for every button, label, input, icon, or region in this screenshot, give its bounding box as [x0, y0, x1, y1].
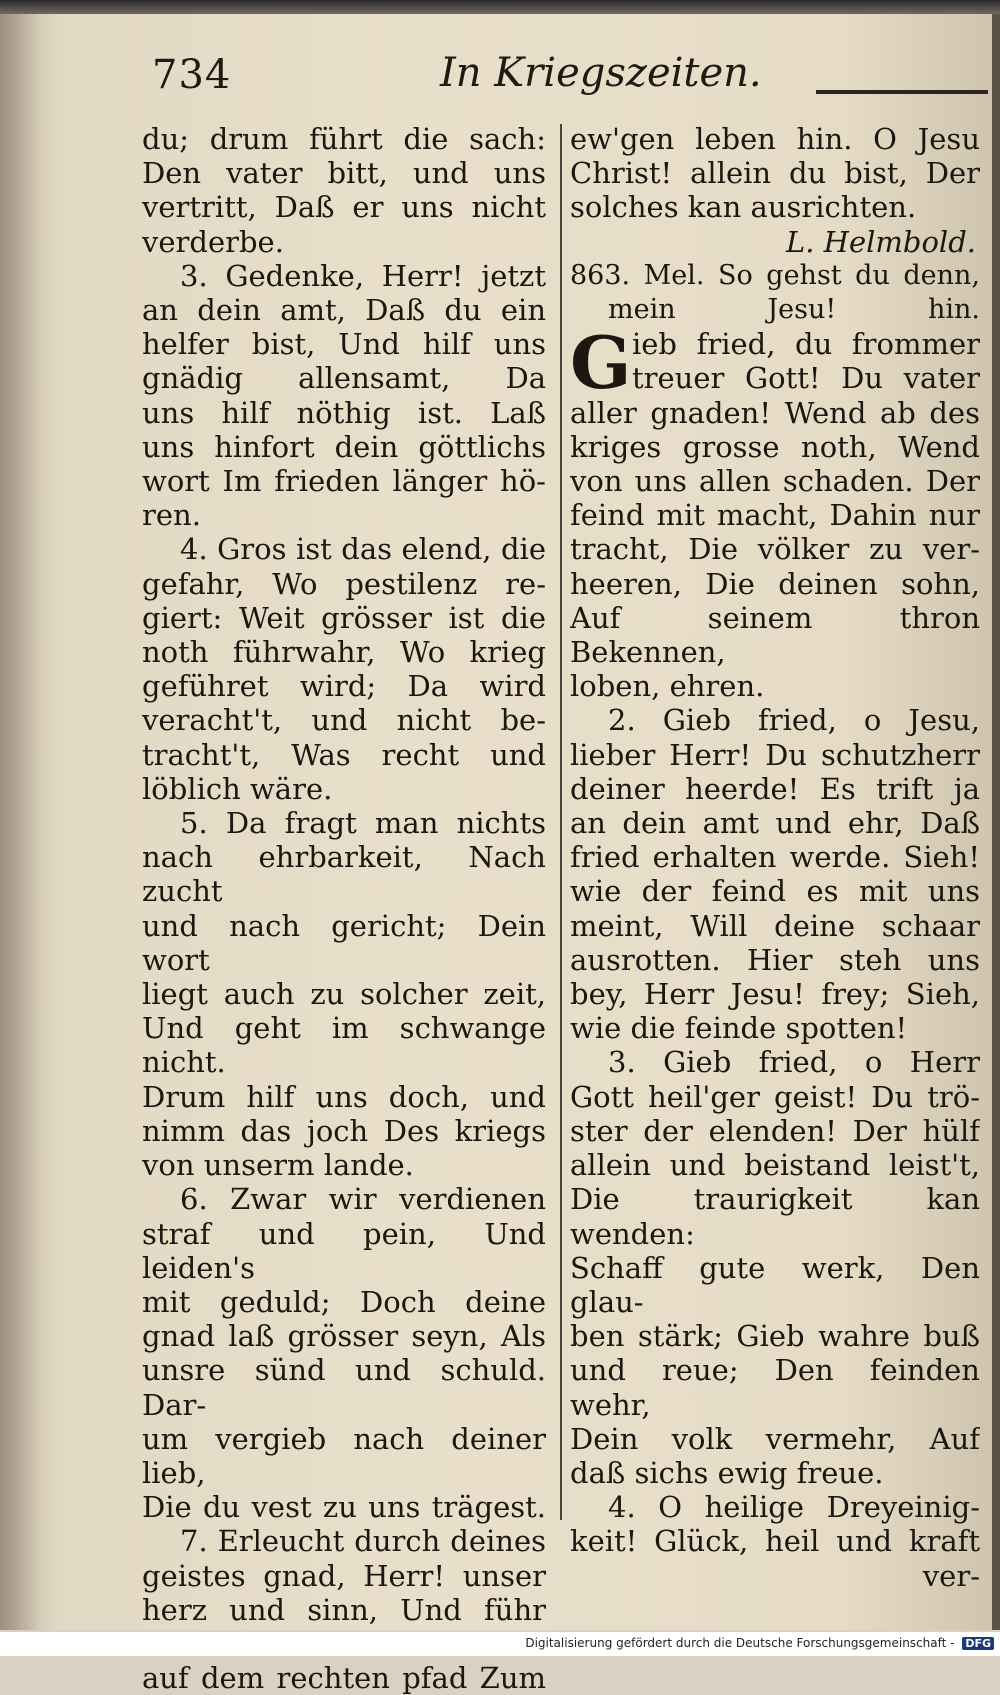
text-line: Und geht im schwange nicht. [142, 1011, 546, 1080]
text-line: 863. Mel. So gehst du denn, [570, 259, 980, 291]
text-line: treuer Gott! Du vater [632, 361, 980, 396]
text-line: Christ! allein du bist, Der [570, 156, 980, 191]
text-line: 6. Zwar wir verdienen [180, 1182, 546, 1217]
text-line: wie der feind es mit uns [570, 874, 980, 909]
text-line: nach ehrbarkeit, Nach zucht [142, 840, 546, 909]
text-line: ieb fried, du frommer [632, 327, 980, 362]
text-line: straf und pein, Und leiden's [142, 1216, 546, 1285]
text-line: helfer bist, Und hilf uns [142, 327, 546, 362]
text-line: 3. Gieb fried, o Herr [608, 1045, 980, 1080]
text-line: tracht, Die völker zu ver- [570, 532, 980, 567]
text-line: 4. Gros ist das elend, die [180, 532, 546, 567]
text-line: daß sichs ewig freue. [570, 1455, 884, 1490]
text-line: ew'gen leben hin. O Jesu [570, 122, 980, 156]
text-line: heeren, Die deinen sohn, [570, 566, 980, 601]
text-line: Die du vest zu uns trägest. [142, 1490, 546, 1525]
text-line: allein und beistand leist't, [570, 1148, 980, 1183]
left-column [142, 122, 546, 1695]
text-line: 5. Da fragt man nichts [180, 806, 546, 841]
text-line: Auf seinem thron Bekennen, [570, 600, 980, 670]
melody-heading [570, 259, 980, 327]
text-line: solches kan ausrichten. [570, 190, 917, 225]
text-line: verderbe. [142, 224, 284, 259]
text-line: kriges grosse noth, Wend [570, 429, 980, 464]
text-line: Drum hilf uns doch, und [142, 1079, 546, 1114]
text-line: ster der elenden! Der hülf [570, 1113, 980, 1148]
header-rule [816, 90, 988, 94]
continuation-lines [570, 122, 980, 225]
page-gutter-shadow [0, 14, 40, 1630]
text-line: gnädig allensamt, Da [142, 361, 546, 396]
text-line: wort Im frieden länger hö- [142, 464, 546, 499]
text-line: von uns allen schaden. Der [570, 464, 980, 499]
catchword: ver- [922, 1558, 980, 1593]
right-column [570, 122, 980, 1593]
text-line: 4. O heilige Dreyeinig- [608, 1490, 980, 1525]
text-line: gefahr, Wo pestilenz re- [142, 566, 546, 601]
text-line: feind mit macht, Dahin nur [570, 498, 980, 533]
text-line: keit! Glück, heil und kraft [570, 1524, 980, 1559]
text-line: Schaff gute werk, Den glau- [570, 1250, 980, 1319]
text-line: du; drum führt die sach: [142, 122, 546, 156]
text-line: nimm das joch Des kriegs [142, 1113, 546, 1148]
text-line: veracht't, und nicht be- [142, 703, 546, 738]
dfg-logo: DFG [962, 1637, 994, 1650]
drop-cap-lines [570, 320, 980, 406]
text-line: ben stärk; Gieb wahre buß [570, 1319, 980, 1354]
text-line: gnad laß grösser seyn, Als [142, 1319, 546, 1354]
text-line: Den vater bitt, und uns [142, 156, 546, 191]
text-line: 3. Gedenke, Herr! jetzt [180, 258, 546, 293]
text-line: um vergieb nach deiner lieb, [142, 1421, 546, 1490]
text-line: geistes gnad, Herr! unser [142, 1558, 546, 1593]
hymn-author: L. Helmbold. [785, 224, 976, 259]
text-line: und reue; Den feinden wehr, [570, 1353, 980, 1422]
scan-top-border [0, 0, 1000, 14]
text-line: Dein volk vermehr, Auf [570, 1421, 980, 1456]
text-line: deiner heerde! Es trift ja [570, 771, 980, 806]
text-line: wie die feinde spotten! [570, 1011, 908, 1046]
text-line: loben, ehren. [570, 669, 765, 704]
text-line: geführet wird; Da wird [142, 669, 546, 704]
text-line: unsre sünd und schuld. Dar- [142, 1353, 546, 1422]
credit-text: Digitalisierung gefördert durch die Deutsche Forschungsgemeinschaft - [525, 1636, 955, 1650]
column-divider [560, 124, 562, 1520]
text-line: tracht't, Was recht und [142, 737, 546, 772]
text-line: 7. Erleucht durch deines [180, 1524, 546, 1559]
text-line: uns hilf nöthig ist. Laß [142, 395, 546, 430]
drop-cap: G [570, 320, 632, 406]
text-line: fried erhalten werde. Sieh! [570, 840, 980, 875]
text-line: noth führwahr, Wo krieg [142, 635, 546, 670]
text-line: mit geduld; Doch deine [142, 1284, 546, 1319]
text-line: lieber Herr! Du schutzherr [570, 737, 980, 772]
running-title: In Kriegszeiten. [440, 50, 762, 96]
text-line: meint, Will deine schaar [570, 908, 980, 943]
text-line: an dein amt, Daß du ein [142, 293, 546, 328]
text-line: und nach gericht; Dein wort [142, 908, 546, 977]
first-stanza-opening [570, 320, 980, 406]
text-line: giert: Weit grösser ist die [142, 600, 546, 635]
text-line: ausrotten. Hier steh uns [570, 942, 980, 977]
text-line: uns hinfort dein göttlichs [142, 429, 546, 464]
text-line: Die traurigkeit kan wenden: [570, 1182, 980, 1251]
text-line: vertritt, Daß er uns nicht [142, 190, 546, 225]
digitization-credit [0, 1636, 994, 1654]
text-line: Gott heil'ger geist! Du trö- [570, 1079, 980, 1114]
text-line: aller gnaden! Wend ab des [570, 395, 980, 430]
hymn-verses [570, 396, 980, 1559]
text-line: ren. [142, 498, 201, 533]
text-line: von unserm lande. [142, 1148, 414, 1183]
text-line: 2. Gieb fried, o Jesu, [608, 703, 980, 738]
text-line: löblich wäre. [142, 771, 333, 806]
text-line: herz und sinn, Und führ [142, 1592, 546, 1627]
text-line: mein Jesu! hin. [608, 294, 980, 326]
page-header [148, 40, 986, 100]
page-number: 734 [152, 52, 232, 98]
text-line: liegt auch zu solcher zeit, [142, 977, 546, 1012]
text-line: an dein amt und ehr, Daß [570, 806, 980, 841]
text-line: bey, Herr Jesu! frey; Sieh, [570, 977, 980, 1012]
text-line: auf dem rechten pfad Zum [142, 1661, 546, 1695]
